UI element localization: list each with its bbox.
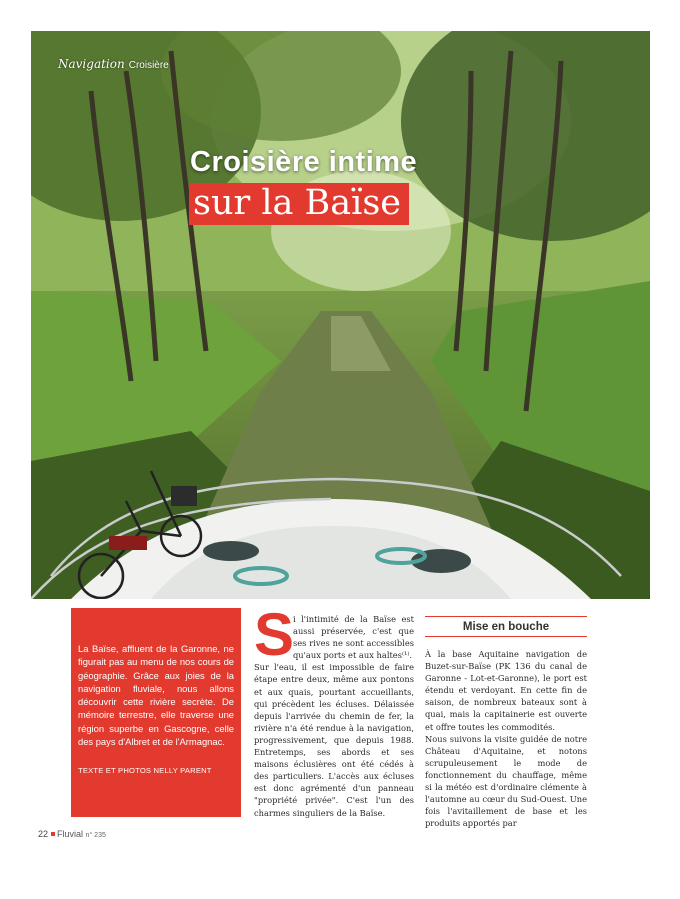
footer-square-icon (51, 832, 55, 836)
paragraph: Sur l'eau, il est impossible de faire étape entre deux, même aux pontons et aux quais, pourtant accueillants, qui précèdent les écluses. Délaissée depuis l'arrivée du chemin de fer, la rivière n'a été rendue à la navigation, progressivement, que depuis 1988. Entretemps, ses abords et ses maisons éclusières ont été cédés à des particuliers. L'accès aux écluses est donc agrémenté d'un panneau "propriété privée". C'est l'un des charmes singuliers de la Baïse. (254, 662, 414, 818)
sidebar-heading: Mise en bouche (462, 621, 550, 633)
hero-photo (31, 31, 650, 599)
article-column-2 (425, 648, 587, 829)
paragraph: À la base Aquitaine navigation de Buzet-sur-Baïse (PK 136 du canal de Garonne - Lot-et-Garonne), le port est étendu et verdoyant. En cette fin de saison, de nombreux bateaux sont à quai, mais la capitainerie est ouverte et offre toutes les commodités. (425, 649, 587, 732)
river-scene (31, 31, 650, 599)
sidebar-heading-block (425, 616, 587, 637)
credits: TEXTE ET PHOTOS NELLY PARENT (78, 766, 212, 776)
page-footer (38, 829, 106, 839)
article-column-1 (254, 613, 414, 819)
intro-box (71, 608, 241, 817)
subsection-name: Croisière (128, 60, 169, 71)
title-line-2: sur la Baïse (189, 183, 409, 225)
title-line-1: Croisière intime (190, 146, 418, 178)
paragraph: Nous suivons la visite guidée de notre Château d'Aquitaine, et notons scrupuleusement le mode de fonctionnement du chauffage, même si la météo est d'ordinaire clémente à l'automne au cœur du Sud-Ouest. Une fois l'avitaillement de base et les produits apportés par (425, 733, 587, 829)
issue-number: n° 235 (85, 832, 106, 839)
page-number: 22 (38, 829, 49, 839)
heading-rule-bottom (425, 636, 587, 637)
dropcap: S (254, 601, 295, 668)
section-name: Navigation (58, 57, 125, 71)
paragraph: i l'intimité de la Baïse est aussi préservée, c'est que ses rives ne sont accessibles qu'aux ports et aux haltes⁽¹⁾. (293, 614, 414, 661)
intro-text: La Baïse, affluent de la Garonne, ne figurait pas au menu de nos cours de géographie. Grâce aux joies de la navigation fluviale, nous allons découvrir cette rivière secrète. De mémoire terrestre, elle traverse une région superbe en Gascogne, celle des pays d'Albret et de l'Armagnac. (78, 643, 234, 748)
section-label (58, 57, 169, 71)
magazine-name: Fluvial (57, 829, 84, 839)
